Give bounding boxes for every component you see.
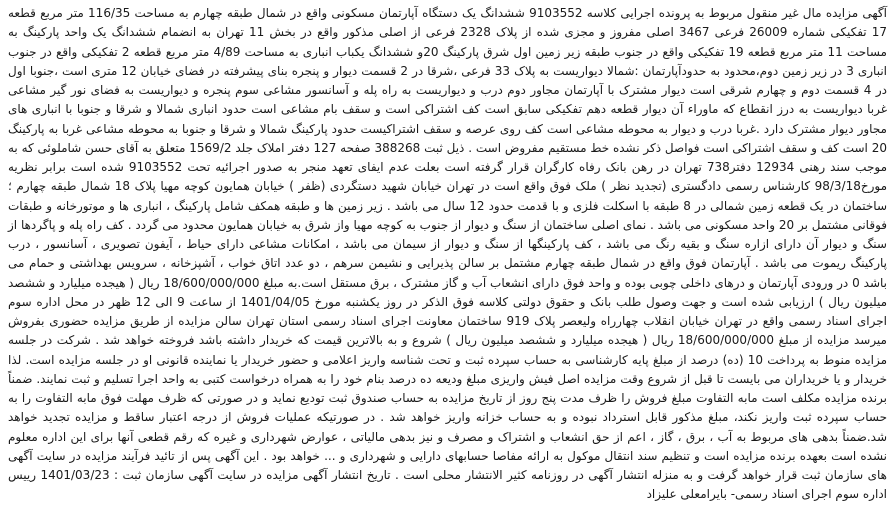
- auction-notice-text: آگهی مزایده مال غیر منقول مربوط به پرونده اجرایی کلاسه 9103552 ششدانگ یک دستگاه آپارتمان مسکونی واقع در شمال طبقه چهارم به مساحت 116/35 متر مربع قطعه 17 تفکیکی شماره 26009 فرعی 3467 اصلی مفروز و مجزی شده از پلاک 2328 فرعی از اصلی مذکور واقع در بخش 11 تهران به انضمام ششدانگ یک واحد پارکینگ به مساحت 11 متر مربع قطعه 19 تفکیکی واقع در جنوب طبقه زیر زمین اول شرق پارکینگ 20و ششدانگ یکباب انباری به مساحت 4/89 متر مربع قطعه 2 تفکیکی واقع در جنوب انباری 3 در زیر زمین دوم،محدود به حدودآپارتمان :شمالا دیواریست به پلاک 33 فرعی ،شرقا در 2 قسمت دیوار و پنجره بنای پیشرفته در فضای خیابان 12 متری است ،جنوبا اول در 4 قسمت دوم و چهارم شرقی است دیوار مشترک با آپارتمان مجاور دوم درب و دیواریست به راه پله و آسانسور مشاعی سوم پنجره و دیواریست به فضای نور گیر مشاعی غربا دیواریست به درز انقطاع که ماوراء آن دیوار قطعه دهم تفکیکی سابق است کف اشتراکی است و سقف بام مشاعی است حدود انباری شمالا و شرقا و جنوبا با انباری های مجاور دیوار مشترک دارد .غربا درب و دیوار به محوطه مشاعی است کف روی عرصه و سقف اشتراکیست حدود پارکینگ شمالا و شرقا و جنوبا به محوطه مشاعی غربا به پارکینگ 20 است کف و سقف اشتراکی است فواصل ذکر نشده خط مستقیم مفروض است . ذیل ثبت 388268 صفحه 127 دفتر املاک جلد 1569/2 متعلق به آقای حسن شاملوئی که به موجب سند رهنی 12934 دفتر738 تهران در رهن بانک رفاه کارگران قرار گرفته است بعلت عدم ایفای تعهد منجر به صدور اجرائیه تحت 9103552 شده است برابر نظریه مورخ98/3/18 کارشناس رسمی دادگستری (تجدید نظر ) ملک فوق واقع است در تهران خیابان شهید دستگردی (ظفر ) خیابان همایون کوچه مهیا پلاک 18 شمال طبقه چهارم ؛ ساختمان در یک قطعه زمین شمالی در 8 طبقه با اسکلت فلزی و با قدمت حدود 12 سال می باشد . زیر زمین ها و طبقه همکف شامل پارکینگ ، انباری ها و موتورخانه و طبقات فوقانی مشتمل بر 20 واحد مسکونی می باشد . نمای اصلی ساختمان از سنگ و دیوار از جنوب به کوچه مهیا واز شرق به خیابان همایون محدود می گردد . کف راه پله و پاگردها از سنگ و دیوار آن دارای ازاره سنگ و بقیه رنگ می باشد ، کف پارکینگها از سنگ و دیوار از سیمان می باشد ، امکانات مشاعی دارای حیاط ، آیفون تصویری ، آسانسور ، درب پارکینگ ریموت می باشد . آپارتمان فوق واقع در شمال طبقه چهارم مشتمل بر سالن پذیرایی و نشیمن سرهم ، دو عدد اتاق خواب ، آشپزخانه ، سرویس بهداشتی و حمام می باشد 0 در ورودی آپارتمان و درهای داخلی چوبی بوده و واحد فوق دارای انشعاب آب و گاز مشترک ، برق مستقل است.به مبلغ 18/600/000/000 ریال ( هیجده میلیارد و ششصد میلیون ریال ) ارزیابی شده است و جهت وصول طلب بانک و حقوق دولتی کلاسه فوق الذکر در روز یکشنبه مورخ 1401/04/05 از ساعت 9 الی 12 ظهر در محل اداره سوم اجرای اسناد رسمی واقع در تهران خیابان انقلاب چهارراه ولیعصر پلاک 919 ساختمان معاونت اجرای اسناد رسمی استان تهران سالن مزایده از طریق مزایده حضوری بفروش میرسد مزایده از مبلغ 18/600/000/000 ریال ( هیجده میلیارد و ششصد میلیون ریال ) شروع و به بالاترین قیمت که خریدار داشته باشد فروخته خواهد شد . شرکت در جلسه مزایده منوط به پرداخت 10 (ده) درصد از مبلغ پایه کارشناسی به حساب سپرده ثبت و تحت شناسه واریز اعلامی و حضور خریدار یا نماینده قانونی او در جلسه مزایده است. لذا خریدار و یا خریداران می بایست تا قبل از شروع وقت مزایده اصل فیش واریزی مبلغ ودیعه ده درصد بنام خود را به همراه درخواست کتبی به واحد اجرا تسلیم و ثبت نمایند. ضمناً برنده مزایده مکلف است مابه التفاوت مبلغ فروش را ظرف مدت پنج روز از تاریخ مزایده به حساب صندوق ثبت تودیع نماید و در صورتی که ظرف مهلت فوق مابه التفاوت را به حساب سپرده ثبت واریز نکند، مبلغ مذکور قابل استرداد نبوده و به حساب خزانه واریز خواهد شد . در صورتیکه عملیات فروش از درجه اعتبار ساقط و مزایده تجدید خواهد شد.ضمناً بدهی های مربوط به آب ، برق ، گاز ، اعم از حق انشعاب و اشتراک و مصرف و نیز بدهی مالیاتی ، عوارض شهرداری و غیره که رقم قطعی آنها برای این اداره معلوم نشده است بعهده برنده مزایده است و تنظیم سند انتقال موکول به ارائه مفاصا حسابهای دارایی و شهرداری و ... خواهد بود . این آگهی پس از تائید فرآیند مزایده در سایت آگهی های سازمان ثبت قرار خواهد گرفت و به منزله انتشار آگهی در روزنامه کثیر الانتشار محلی است . تاریخ انتشار آگهی مزایده در سایت آگهی سازمان ثبت : 1401/03/23 رییس اداره سوم اجرای اسناد رسمی- بایرامعلی علیزاد: [8, 6, 888, 502]
